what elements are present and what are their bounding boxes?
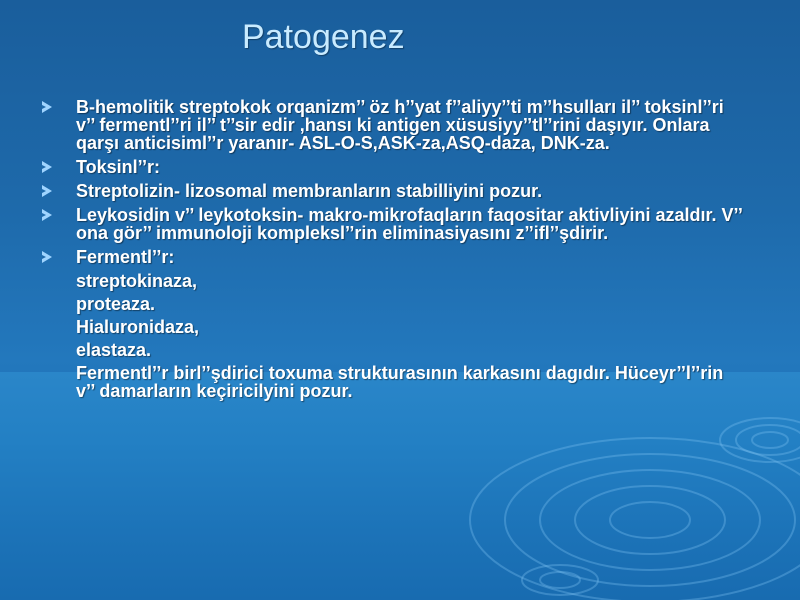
- arrow-bullet-icon: [42, 161, 52, 173]
- list-item: [42, 364, 742, 400]
- list-item-text: Fermentl’’r birl’’şdirici toxuma strukturasının karkasını dagıdır. Hüceyr’’l’’rin v’’ damarların keçiricilyini pozur.: [76, 363, 724, 401]
- list-item: [42, 318, 742, 336]
- slide-title: Patogenez: [242, 18, 405, 56]
- list-item-text: Toksinl’’r:: [76, 157, 161, 177]
- list-item-text: Streptolizin- lizosomal membranların stabilliyini pozur.: [76, 181, 543, 201]
- list-item-text: elastaza.: [76, 340, 152, 360]
- list-item: [42, 248, 742, 266]
- list-item-text: Hialuronidaza,: [76, 317, 200, 337]
- list-item: [42, 206, 742, 242]
- list-item: [42, 341, 742, 359]
- list-item-text: Leykosidin v’’ leykotoksin- makro-mikrofaqların faqositar aktivliyini azaldır. V’’ ona gör’’ immunoloji kompleksl’’rin eliminasiyasını z’’ifl’’şdirir.: [76, 205, 742, 243]
- list-item: [42, 98, 742, 152]
- list-item-text: Fermentl’’r:: [76, 247, 175, 267]
- list-item-text: proteaza.: [76, 294, 156, 314]
- bullet-list: [42, 98, 742, 405]
- list-item: [42, 182, 742, 200]
- list-item-text: B-hemolitik streptokok orqanizm’’ öz h’’yat f’’aliyy’’ti m’’hsulları il’’ toksinl’’ri v’’ fermentl’’ri il’’ t’’sir edir ,hansı ki antigen xüsusiyy’’tl’’rini daşıyır. Onlara qarşı anticisiml’’r yaranır- ASL-O-S,ASK-za,ASQ-daza, DNK-za.: [76, 97, 724, 153]
- arrow-bullet-icon: [42, 101, 52, 113]
- list-item: [42, 295, 742, 313]
- arrow-bullet-icon: [42, 251, 52, 263]
- list-item-text: streptokinaza,: [76, 271, 198, 291]
- arrow-bullet-icon: [42, 185, 52, 197]
- arrow-bullet-icon: [42, 209, 52, 221]
- list-item: [42, 158, 742, 176]
- background-band: [0, 372, 800, 600]
- list-item: [42, 272, 742, 290]
